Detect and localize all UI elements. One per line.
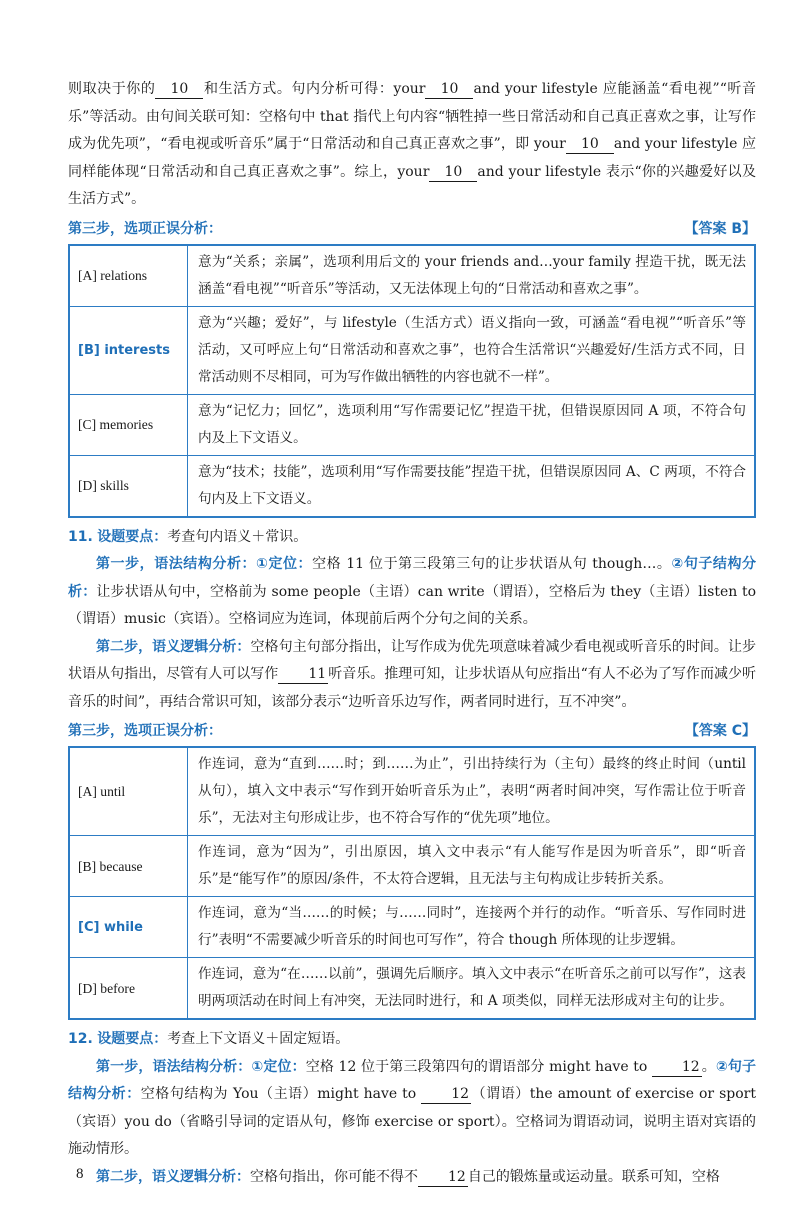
q12-step1: 第一步，语法结构分析：①定位：空格 12 位于第三段第四句的谓语部分 might have to 12 。②句子结构分析：空格句结构为 You（主语）might have to 12 （谓语）the amount of exercise or sport（宾语）you do（省略引导词的定语从句，修饰 exercise or sport）。空格词为谓语动词，说明主语对宾语的施动情形。 [68, 1058, 757, 1157]
answer-badge: 【答案 B】 [684, 220, 756, 237]
structure-text: 空格句结构为 You（主语）might have to [140, 1086, 417, 1102]
blank-10: 10 [429, 163, 477, 182]
option-row [69, 455, 755, 517]
position-text: 空格 11 位于第三段第三句的让步状语从句 though…。 [312, 556, 672, 572]
page-number: 8 [76, 1166, 84, 1182]
option-label: [D] skills [69, 455, 188, 517]
option-label: [C] memories [69, 394, 188, 455]
page-content [68, 76, 756, 1191]
blank-11: 11 [278, 665, 328, 684]
option-label: [A] until [69, 747, 188, 836]
intro-text: and your lifestyle 表示“你的兴趣爱好以及生活方式”。 [68, 163, 756, 207]
q12-heading [68, 1026, 756, 1054]
position-label: ①定位： [256, 556, 313, 572]
option-label-correct: [B] interests [69, 306, 188, 394]
blank-10: 10 [155, 80, 203, 99]
q11-heading [68, 524, 756, 552]
step3-heading: 第三步，选项正误分析： [68, 723, 222, 739]
option-label-correct: [C] while [69, 897, 188, 958]
q11-step2 [68, 634, 756, 717]
structure-text: （谓语）the amount of exercise or sport（宾语）you do（省略引导词的定语从句，修饰 exercise or sport）。空格词为谓语动词，说明主语对宾语的施动情形。 [68, 1086, 756, 1157]
option-row [69, 958, 755, 1020]
intro-text: 则取决于你的 [68, 81, 156, 97]
key-label: 设题要点： [97, 1031, 168, 1047]
option-explanation: 作连词，意为“在……以前”，强调先后顺序。填入文中表示“在听音乐之前可以写作”，这表明两项活动在时间上有冲突，无法同时进行，和 A 项类似，同样无法形成对主句的让步。 [188, 958, 756, 1020]
answer-badge: 【答案 C】 [684, 723, 756, 739]
q10-step3-bar [68, 214, 756, 242]
q10-options-table [68, 244, 756, 518]
option-label: [A] relations [69, 245, 188, 307]
key-text: 考查上下文语义＋固定短语。 [167, 1031, 350, 1047]
option-explanation: 意为“关系；亲属”，选项利用后文的 your friends and…your family 捏造干扰，既无法涵盖“看电视”“听音乐”等活动，又无法体现上句的“日常活动和喜欢之事”。 [188, 245, 756, 307]
step2-heading: 第二步，语义逻辑分析： [96, 638, 251, 655]
intro-text: and your lifestyle 应同样能体现“日常活动和自己真正喜欢之事”。综上，your [68, 136, 756, 180]
position-text: 空格 12 位于第三段第四句的谓语部分 might have to [305, 1058, 648, 1075]
option-row [69, 747, 755, 836]
option-explanation: 意为“记忆力；回忆”，选项利用“写作需要记忆”捏造干扰，但错误原因同 A 项，不符合句内及上下文语义。 [188, 394, 756, 455]
position-label: ①定位： [251, 1058, 306, 1075]
structure-text: 让步状语从句中，空格前为 some people（主语）can write（谓语），空格后为 they（主语）listen to（谓语）music（宾语）。空格词应为连词，体现前后两个分句之间的关系。 [68, 583, 757, 627]
q11-step3-bar [68, 716, 756, 744]
option-row [69, 306, 755, 394]
option-label: [B] because [69, 836, 188, 897]
step2-heading: 第二步，语义逻辑分析： [96, 1168, 250, 1185]
blank-10: 10 [566, 135, 614, 154]
key-label: 设题要点： [97, 528, 168, 545]
step3-heading: 第三步，选项正误分析： [68, 220, 222, 237]
structure-label: ②句子结构分析： [68, 556, 757, 600]
option-explanation: 作连词，意为“当……的时候；与……同时”，连接两个并行的动作。“听音乐、写作同时进行”表明“不需要减少听音乐的时间也可写作”，符合 though 所体现的让步逻辑。 [188, 897, 756, 958]
option-row [69, 836, 755, 897]
intro-text: 和生活方式。句内分析可得：your [203, 81, 426, 97]
blank-12: 12 [652, 1058, 702, 1077]
key-text: 考查句内语义＋常识。 [167, 528, 308, 545]
step1-heading: 第一步，语法结构分析： [96, 1058, 252, 1075]
step2-text: 听音乐。推理可知，让步状语从句应指出“有人不必为了写作而减少听音乐的时间”，再结合常识可知，该部分表示“边听音乐边写作，两者同时进行，互不冲突”。 [68, 666, 757, 710]
option-row [69, 394, 755, 455]
q11-step1 [68, 551, 756, 634]
intro-text: and your lifestyle 应能涵盖“看电视”“听音乐”等活动。由句间关联可知：空格句中 that 指代上句内容“牺牲掉一些日常活动和自己真正喜欢之事，让写作成为优先项”，“看电视或听音乐”属于“日常活动和自己真正喜欢之事”，即 your [68, 81, 757, 152]
option-row [69, 245, 755, 307]
step2-text: 自己的锻炼量或运动量。联系可知，空格 [467, 1168, 720, 1185]
step2-text: 空格句主句部分指出，让写作成为优先项意味着减少看电视或听音乐的时间。让步状语从句指出，尽管有人可以写作 [68, 638, 757, 682]
q11-options-table [68, 746, 756, 1020]
option-label: [D] before [69, 958, 188, 1020]
question-number: 12. [68, 1031, 93, 1047]
intro-paragraph [68, 76, 756, 214]
blank-10: 10 [425, 80, 473, 99]
structure-label: ②句子结构分析： [68, 1058, 757, 1102]
blank-12: 12 [421, 1085, 471, 1104]
step2-text: 空格句指出，你可能不得不 [250, 1168, 418, 1185]
q12-step2 [68, 1164, 756, 1192]
option-row [69, 897, 755, 958]
question-number: 11. [68, 528, 93, 545]
option-explanation: 意为“技术；技能”，选项利用“写作需要技能”捏造干扰，但错误原因同 A、C 两项，不符合句内及上下文语义。 [188, 455, 756, 517]
blank-12: 12 [418, 1168, 468, 1187]
option-explanation: 作连词，意为“直到……时；到……为止”，引出持续行为（主句）最终的终止时间（until 从句），填入文中表示“写作到开始听音乐为止”，表明“两者时间冲突，写作需让位于听音乐”，无法对主句形成让步，也不符合写作的“优先项”地位。 [188, 747, 756, 836]
option-explanation: 作连词，意为“因为”，引出原因，填入文中表示“有人能写作是因为听音乐”，即“听音乐”是“能写作”的原因/条件，不太符合逻辑，且无法与主句构成让步转折关系。 [188, 836, 756, 897]
option-explanation: 意为“兴趣；爱好”，与 lifestyle（生活方式）语义指向一致，可涵盖“看电视”“听音乐”等活动，又可呼应上句“日常活动和喜欢之事”，也符合生活常识“兴趣爱好/生活方式不同，日常活动则不尽相同，可为写作做出牺牲的内容也就不一样”。 [188, 306, 756, 394]
step1-heading: 第一步，语法结构分析： [96, 556, 257, 572]
